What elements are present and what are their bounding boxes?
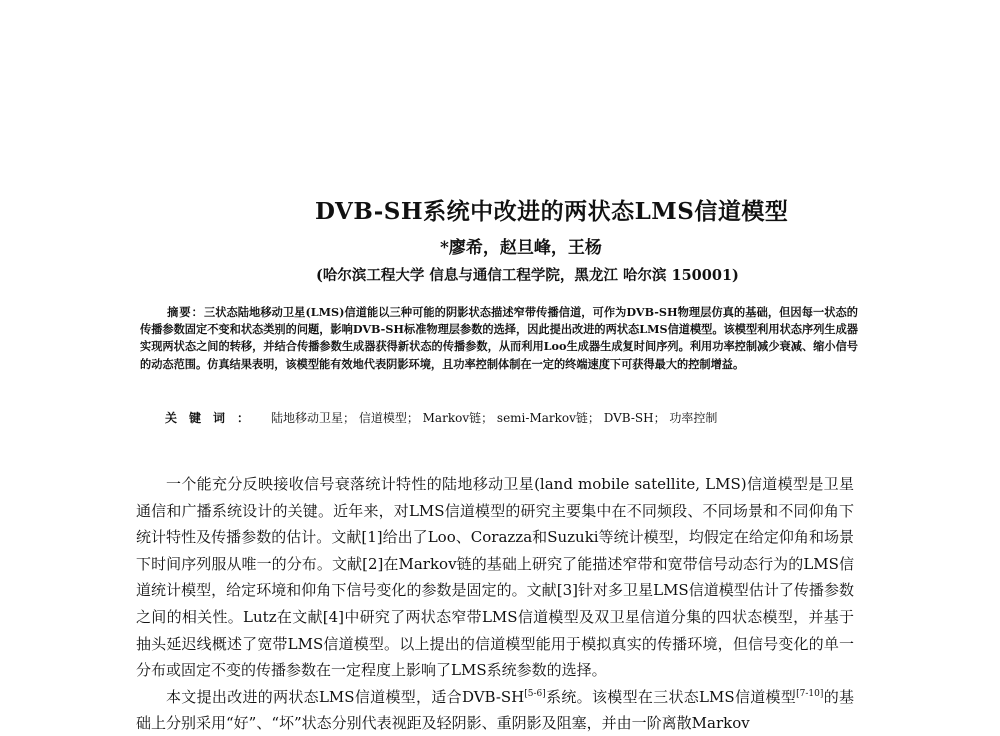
abstract-label: 摘要： [167,305,204,319]
paper-title: DVB-SH系统中改进的两状态LMS信道模型 [315,198,789,225]
keywords-text: 陆地移动卫星； 信道模型； Markov链； semi-Markov链； DVB-SH； 功率控制 [271,411,718,425]
body-text [136,471,854,736]
body-p2-part-c: 的基础上分别采用“好”、“坏”状态分别代表视距及轻阴影、重阴影及阻塞，并由一阶离散Markov [136,687,854,733]
body-p2-part-a: 本文提出改进的两状态LMS信道模型，适合DVB-SH [166,687,525,706]
citation-ref-5-6: [5-6] [524,688,546,699]
keywords-line [165,409,717,426]
body-p2-part-b: 系统。该模型在三状态LMS信道模型 [545,687,797,706]
paper-affiliation: (哈尔滨工程大学 信息与通信工程学院，黑龙江 哈尔滨 150001) [316,267,739,284]
abstract-block [140,304,858,373]
body-paragraph-2 [136,684,854,736]
body-paragraph-1: 一个能充分反映接收信号衰落统计特性的陆地移动卫星(land mobile satellite, LMS)信道模型是卫星通信和广播系统设计的关键。近年来，对LMS信道模型的研究主要集中在不同频段、不同场景和不同仰角下统计特性及传播参数的估计。文献[1]给出了Loo、Corazza和Suzuki等统计模型，均假定在给定仰角和场景下时间序列服从唯一的分布。文献[2]在Markov链的基础上研究了能描述窄带和宽带信号动态行为的LMS信道统计模型，给定环境和仰角下信号变化的参数是固定的。文献[3]针对多卫星LMS信道模型估计了传播参数之间的相关性。Lutz在文献[4]中研究了两状态窄带LMS信道模型及双卫星信道分集的四状态模型，并基于抽头延迟线概述了宽带LMS信道模型。以上提出的信道模型能用于模拟真实的传播环境，但信号变化的单一分布或固定不变的传播参数在一定程度上影响了LMS系统参数的选择。 [136,475,854,680]
keywords-label: 关键词： [165,411,262,425]
paper-authors: *廖希，赵旦峰，王杨 [440,238,602,258]
abstract-text: 三状态陆地移动卫星(LMS)信道能以三种可能的阴影状态描述窄带传播信道，可作为DVB-SH物理层仿真的基础，但因每一状态的传播参数固定不变和状态类别的问题，影响DVB-SH标准物理层参数的选择，因此提出改进的两状态LMS信道模型。该模型利用状态序列生成器实现两状态之间的转移，并结合传播参数生成器获得新状态的传播参数，从而利用Loo生成器生成复时间序列。利用功率控制减少衰减、缩小信号的动态范围。仿真结果表明，该模型能有效地代表阴影环境，且功率控制体制在一定的终端速度下可获得最大的控制增益。 [140,305,858,371]
citation-ref-7-10: [7-10] [796,688,824,699]
